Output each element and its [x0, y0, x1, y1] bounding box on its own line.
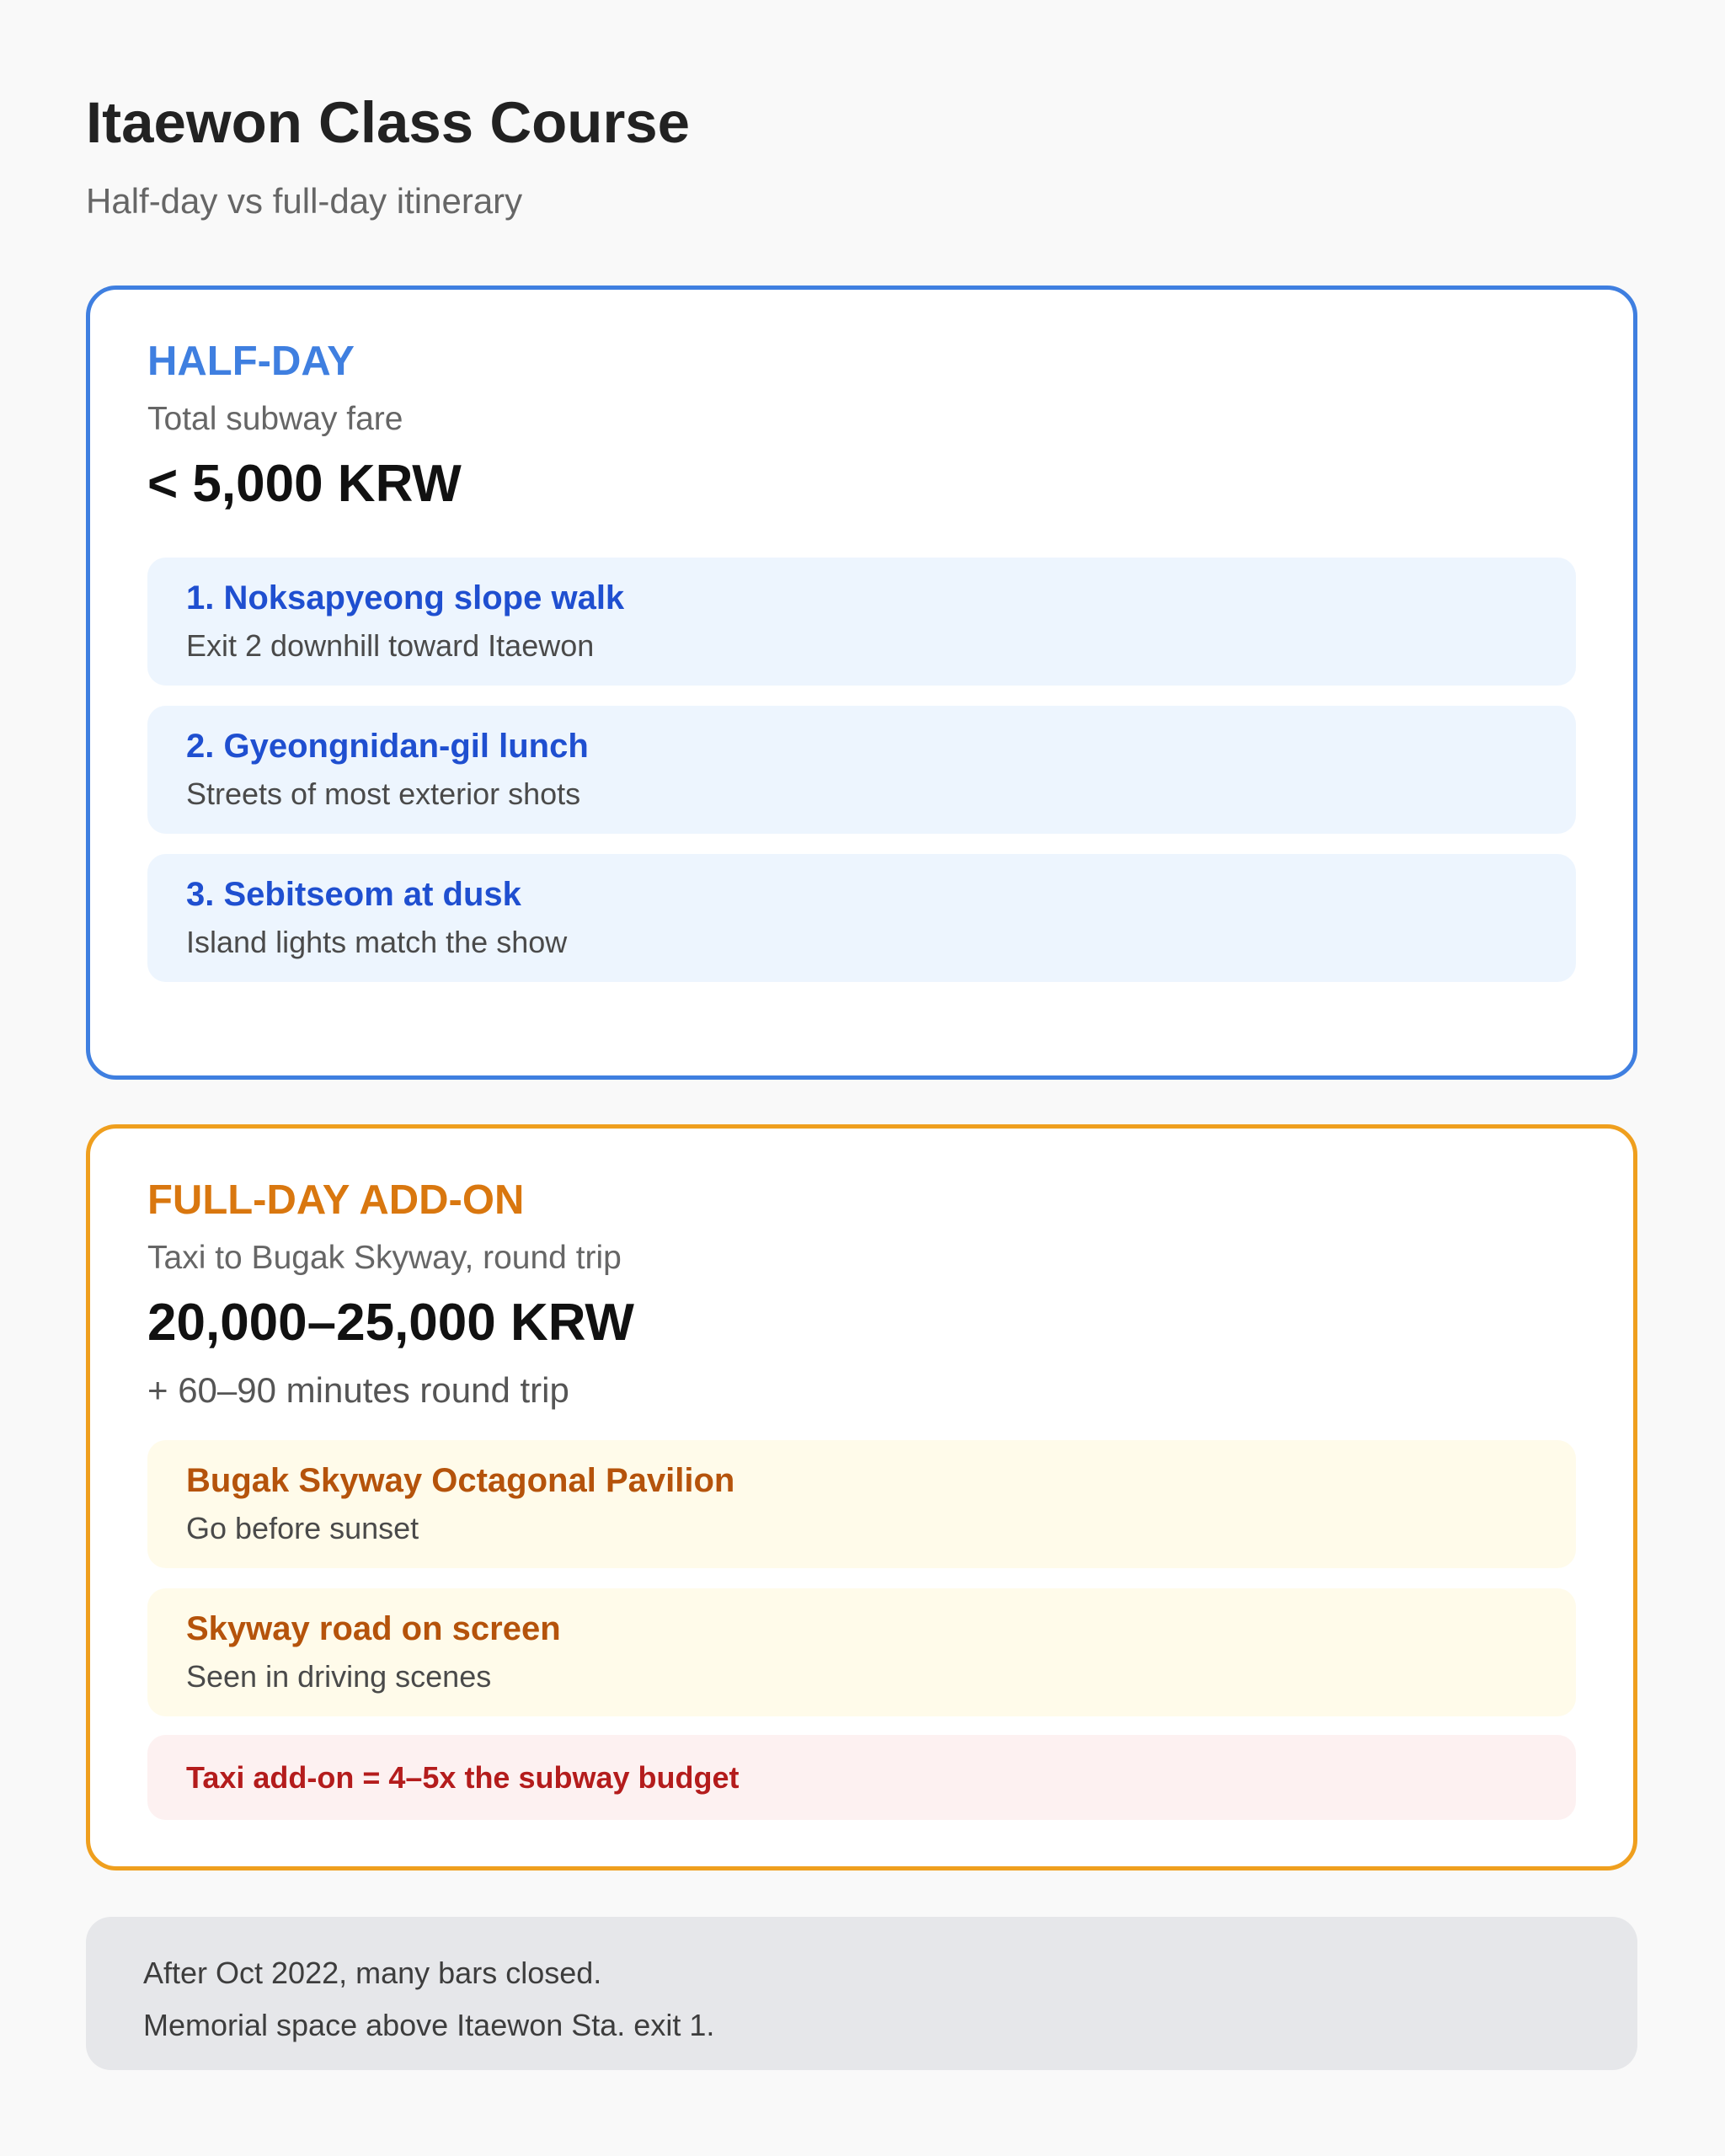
- full-day-stop: [147, 1440, 1576, 1568]
- half-day-stop-list: [147, 558, 1576, 982]
- full-day-card: [86, 1124, 1637, 1870]
- full-day-price: 20,000–25,000 KRW: [147, 1293, 634, 1352]
- half-day-stop: [147, 706, 1576, 834]
- stop-title: 2. Gyeongnidan-gil lunch: [186, 727, 589, 765]
- half-day-fare-label: Total subway fare: [147, 400, 403, 437]
- stop-description: Go before sunset: [186, 1511, 419, 1546]
- half-day-stop: [147, 854, 1576, 982]
- page-subtitle: Half-day vs full-day itinerary: [86, 181, 523, 221]
- half-day-heading: HALF-DAY: [147, 339, 355, 384]
- budget-warning-text: Taxi add-on = 4–5x the subway budget: [186, 1759, 740, 1795]
- stop-description: Seen in driving scenes: [186, 1659, 492, 1694]
- half-day-card: [86, 286, 1637, 1080]
- stop-description: Exit 2 downhill toward Itaewon: [186, 627, 595, 663]
- full-day-duration: + 60–90 minutes round trip: [147, 1369, 569, 1410]
- budget-warning: [147, 1735, 1576, 1820]
- page-title: Itaewon Class Course: [86, 90, 691, 155]
- note-line: Memorial space above Itaewon Sta. exit 1.: [143, 2008, 715, 2042]
- stop-title: 3. Sebitseom at dusk: [186, 875, 521, 913]
- stop-description: Island lights match the show: [186, 924, 568, 959]
- full-day-heading: FULL-DAY ADD-ON: [147, 1177, 525, 1223]
- full-day-stop: [147, 1588, 1576, 1716]
- note-line: After Oct 2022, many bars closed.: [143, 1956, 602, 1990]
- stop-description: Streets of most exterior shots: [186, 776, 581, 811]
- memorial-note: [86, 1917, 1637, 2070]
- stop-title: 1. Noksapyeong slope walk: [186, 579, 625, 616]
- half-day-stop: [147, 558, 1576, 686]
- full-day-fare-label: Taxi to Bugak Skyway, round trip: [147, 1239, 622, 1276]
- half-day-price: < 5,000 KRW: [147, 454, 462, 513]
- stop-title: Bugak Skyway Octagonal Pavilion: [186, 1462, 735, 1500]
- full-day-stop-list: [147, 1440, 1576, 1716]
- stop-title: Skyway road on screen: [186, 1610, 561, 1648]
